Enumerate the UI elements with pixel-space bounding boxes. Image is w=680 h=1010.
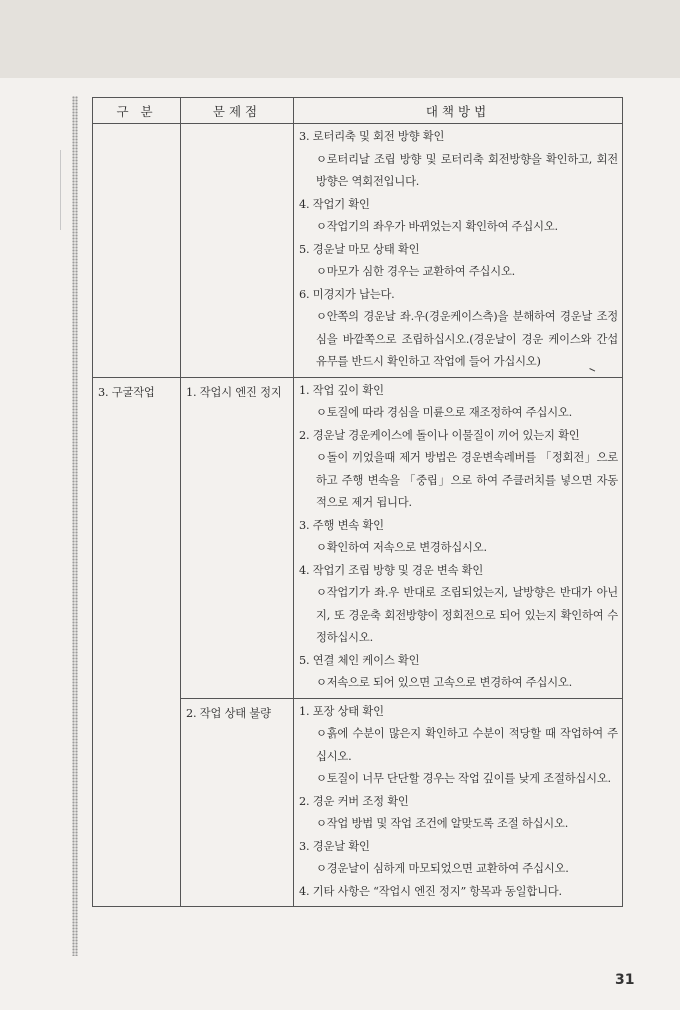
problem-label: [181, 124, 293, 132]
category-label: 3. 구굴작업: [98, 385, 155, 399]
solution-item-heading: 6. 미경지가 납는다.: [299, 287, 395, 301]
solution-item-text: ㅇ저속으로 되어 있으면 고속으로 변경하여 주십시오.: [316, 676, 573, 689]
problem-label: 1. 작업시 엔진 정지: [186, 385, 282, 399]
solution-item-text: ㅇ작업기가 좌.우 반대로 조립되었는지, 날방향은 반대가 아닌지, 또 경운축 회전방향이 정회전으로 되어 있는지 확인하여 수정하십시오.: [316, 586, 618, 644]
solution-item-text: ㅇ작업 방법 및 작업 조건에 알맞도록 조절 하십시오.: [316, 817, 569, 830]
solution-item-text: ㅇ토질에 따라 경심을 미륜으로 재조정하여 주십시오.: [316, 406, 573, 419]
solution-item-text: ㅇ작업기의 좌우가 바뀌었는지 확인하여 주십시오.: [316, 220, 558, 233]
solution-item-heading: 1. 포장 상태 확인: [299, 704, 384, 718]
solution-item-heading: 3. 로터리축 및 회전 방향 확인: [299, 130, 445, 143]
problem-cell: [181, 698, 294, 907]
problem-cell: [181, 124, 294, 378]
solution-item-text: ㅇ로터리날 조립 방향 및 로터리축 회전방향을 확인하고, 회전방향은 역회전입니다.: [316, 152, 618, 188]
troubleshooting-table: [92, 97, 623, 907]
solution-cell: [294, 377, 623, 698]
solution-item-heading: 5. 경운날 마모 상태 확인: [299, 242, 420, 256]
solution-item-heading: 3. 경운날 확인: [299, 839, 370, 853]
solution-item-heading: 5. 연결 체인 케이스 확인: [299, 653, 420, 667]
header-solution: 대책방법: [294, 98, 623, 124]
table-row: [93, 124, 623, 378]
problem-cell: [181, 377, 294, 698]
solution-item-text: ㅇ토질이 너무 단단할 경우는 작업 깊이를 낮게 조절하십시오.: [316, 772, 611, 785]
header-problem: 문제점: [181, 98, 294, 124]
page-number: 31: [615, 972, 635, 988]
solution-item-text: ㅇ확인하여 저속으로 변경하십시오.: [316, 541, 487, 554]
solution-cell: [294, 698, 623, 907]
solution-cell: [294, 124, 623, 378]
table-row: [93, 377, 623, 698]
solution-item-heading: 2. 경운 커버 조정 확인: [299, 794, 409, 808]
problem-label: 2. 작업 상태 불량: [186, 706, 271, 720]
scan-top-band: [0, 0, 680, 78]
solution-item-heading: 4. 작업기 확인: [299, 197, 370, 211]
category-cell: [93, 124, 181, 378]
header-category: 구 분: [93, 98, 181, 124]
solution-item-heading: 1. 작업 깊이 확인: [299, 383, 384, 397]
dotted-binding-border: [72, 96, 78, 956]
solution-item-text: ㅇ경운날이 심하게 마모되었으면 교환하여 주십시오.: [316, 862, 569, 875]
solution-item-text: ㅇ마모가 심한 경우는 교환하여 주십시오.: [316, 265, 516, 278]
solution-item-heading: 3. 주행 변속 확인: [299, 518, 384, 532]
solution-item-heading: 2. 경운날 경운케이스에 돌이나 이물질이 끼어 있는지 확인: [299, 428, 580, 442]
solution-item-text: ㅇ흙에 수분이 많은지 확인하고 수분이 적당할 때 작업하여 주십시오.: [316, 727, 618, 763]
category-cell: [93, 377, 181, 907]
table-header-row: [93, 98, 623, 124]
solution-item-text: ㅇ안쪽의 경운날 좌.우(경운케이스측)을 분해하여 경운날 조정심을 바깥쪽으로 조립하십시오.(경운날이 경운 케이스와 간섭유무를 반드시 확인하고 작업에 들어 가십시오): [316, 310, 618, 368]
solution-item-heading: 4. 기타 사항은 “작업시 엔진 정지” 항목과 동일합니다.: [299, 884, 562, 898]
category-label: [93, 124, 180, 132]
solution-item-heading: 4. 작업기 조립 방향 및 경운 변속 확인: [299, 563, 484, 577]
margin-line: [60, 150, 61, 230]
solution-item-text: ㅇ돌이 끼었을때 제거 방법은 경운변속레버를 「정회전」으로 하고 주행 변속을 「중립」으로 하여 주클러치를 넣으면 자동적으로 제거 됩니다.: [316, 451, 618, 509]
